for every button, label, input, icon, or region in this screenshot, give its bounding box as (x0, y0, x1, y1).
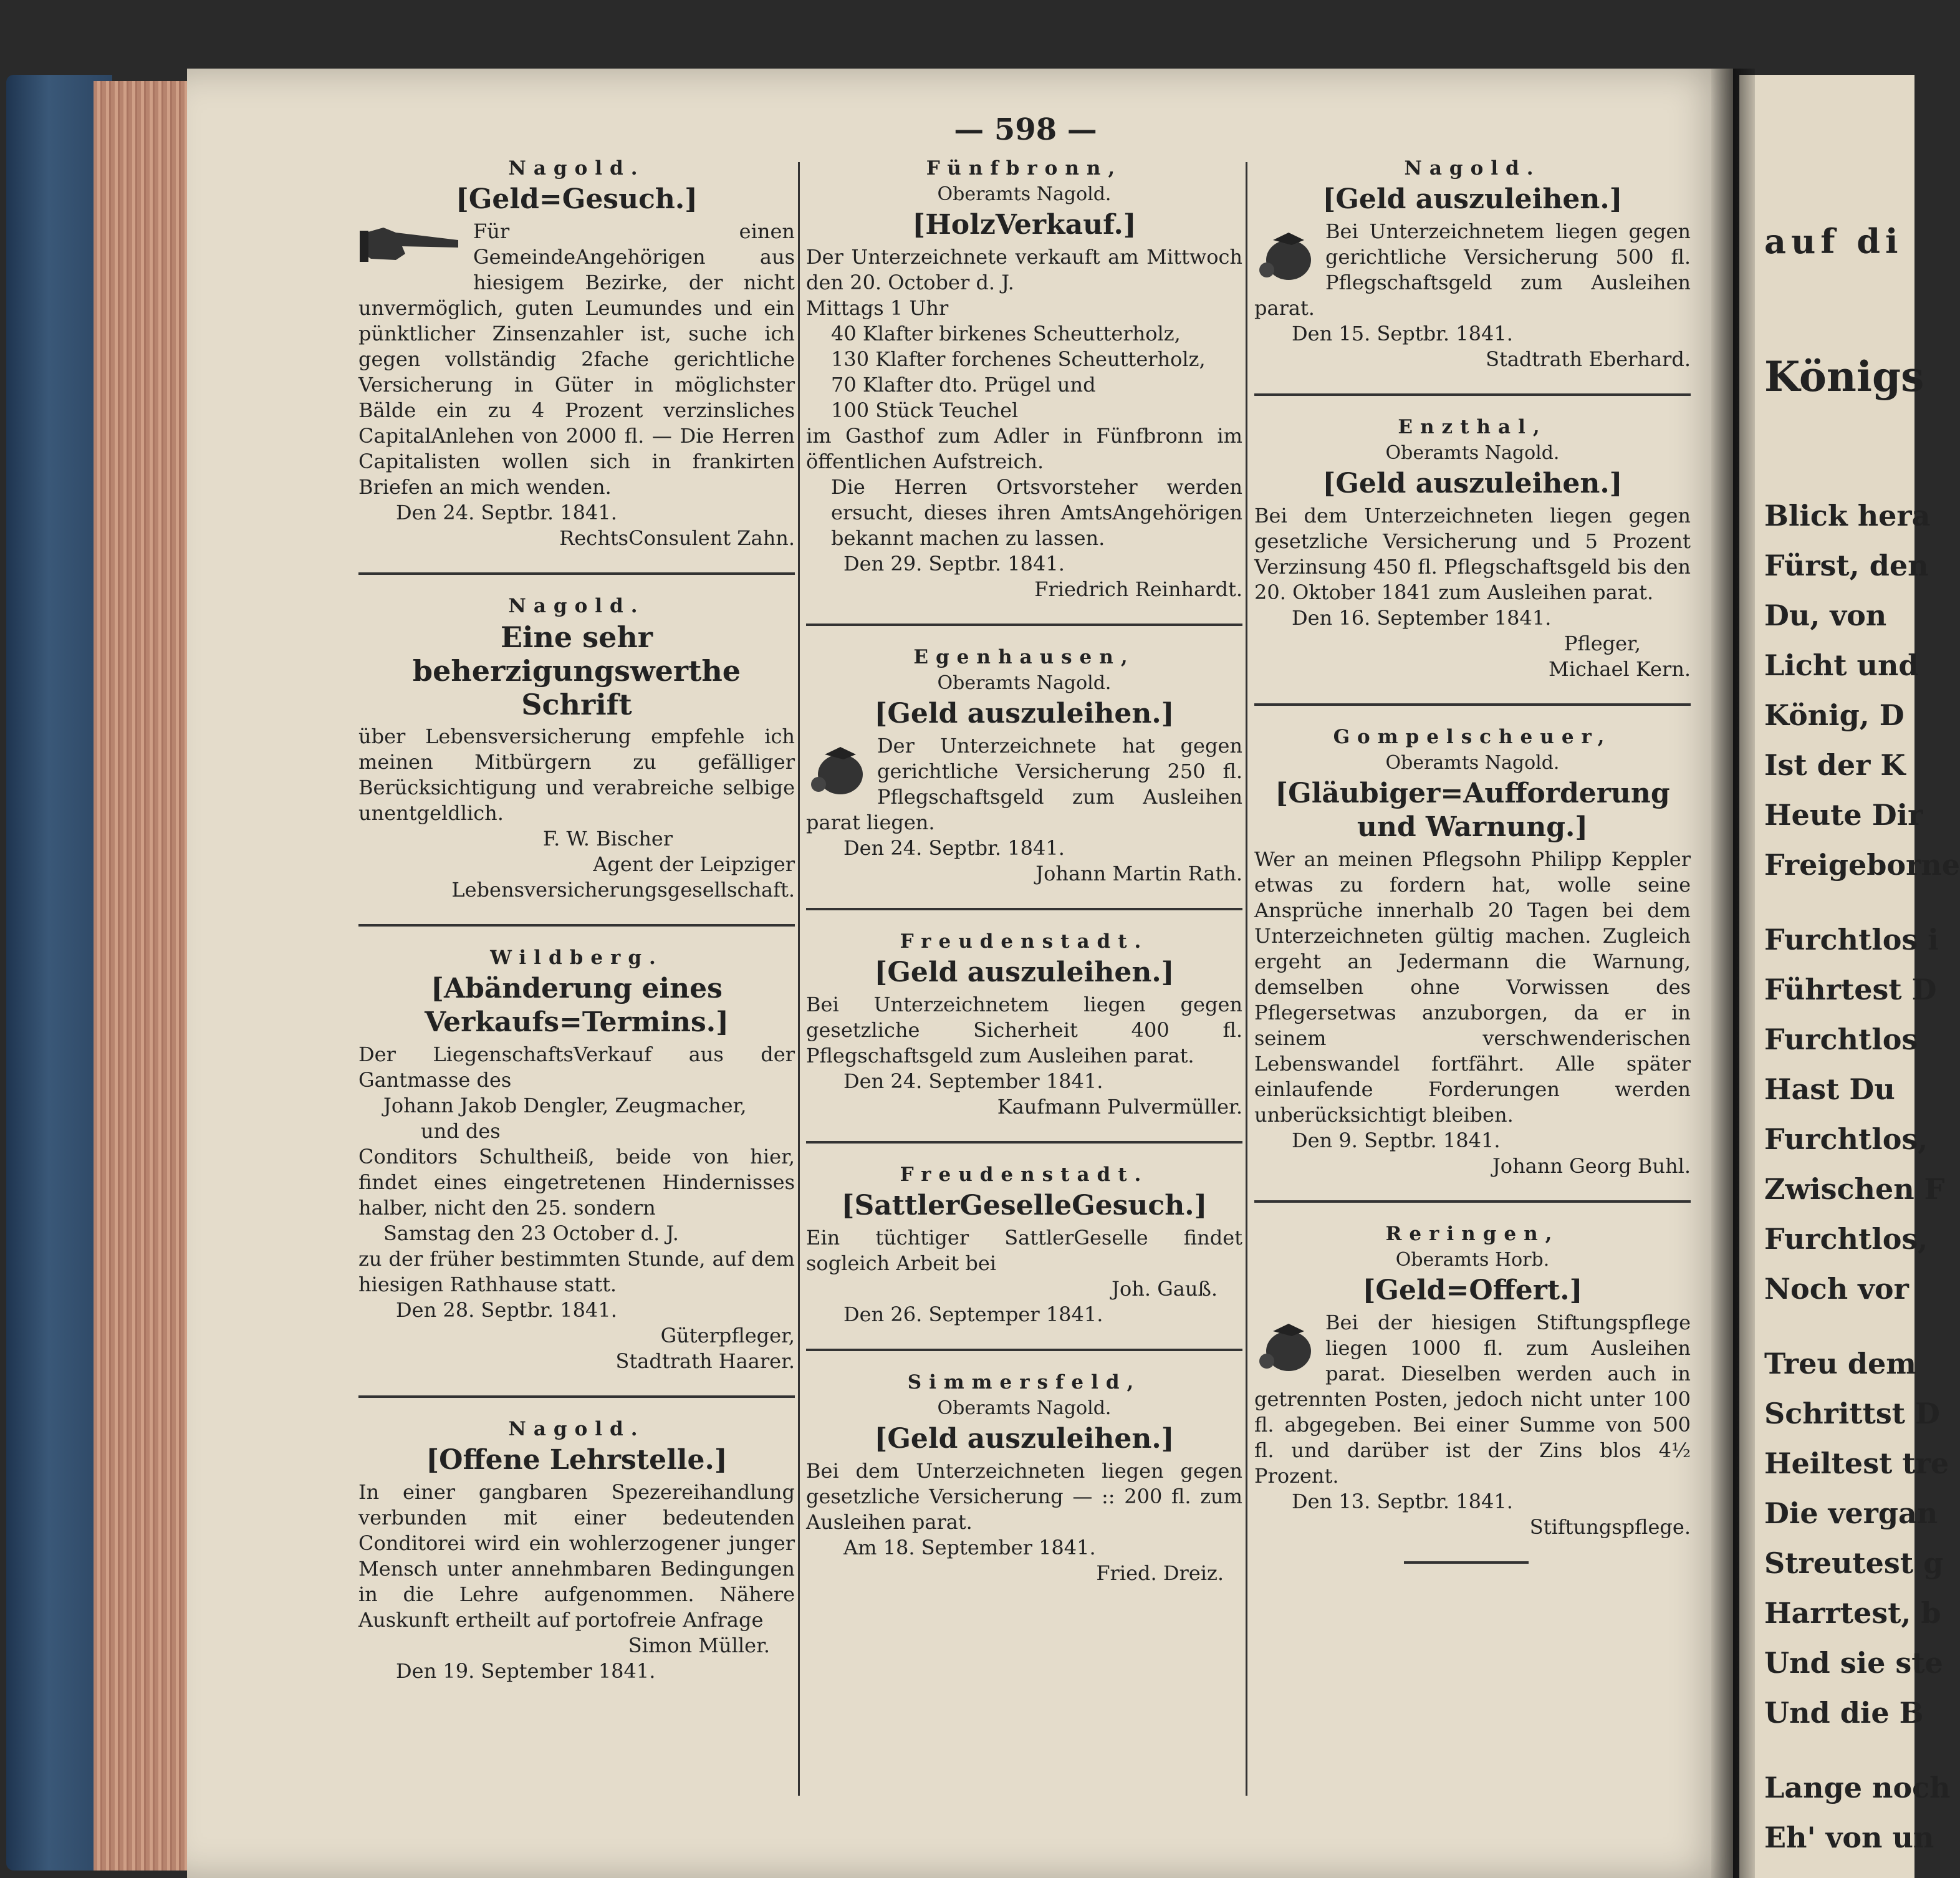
separator (358, 572, 795, 575)
right-page (1739, 75, 1960, 1878)
ad-place: Wildberg. (490, 946, 663, 969)
right-page-line: Zwischen F (1764, 1172, 1945, 1206)
ad-signature-title: Agent der Leipziger Lebensversicherungsgesellschaft. (451, 852, 795, 902)
ad-egenhausen (806, 645, 1242, 887)
separator (1254, 393, 1691, 396)
column-rule (798, 162, 800, 1796)
list-item: 130 Klafter forchenes Scheutterholz, (831, 347, 1206, 371)
ad-headline: [Geld auszuleihen.] (1322, 468, 1623, 499)
ad-signature: F. W. Bischer (542, 827, 673, 850)
ad-body: Bei dem Unterzeichneten liegen gegen gesetzliche Versicherung — :: 200 fl. zum Ausleihen parat. (806, 1459, 1242, 1534)
column-2 (806, 156, 1242, 1607)
ad-signature: Stadtrath Haarer. (615, 1349, 795, 1373)
ad-body: Der LiegenschaftsVerkauf aus der Gantmasse des (358, 1043, 795, 1092)
ad-holzverkauf (806, 156, 1242, 602)
separator (806, 1349, 1242, 1351)
ad-body: Conditors Schultheiß, beide von hier, findet eines eingetretenen Hindernisses halber, nicht den 25. sondern (358, 1145, 795, 1220)
separator (1404, 1561, 1529, 1564)
ad-body: Für einen GemeindeAngehörigen aus hiesigem Bezirke, der nicht unvermöglich, guten Leumundes und ein pünktlicher Zinsenzahler ist, suche ich gegen vollständig 2fache gerichtliche Versicherung in Güter in möglichster Bälde ein zu 4 Prozent verzinsliches CapitalAnlehen von 2000 fl. — Die Herren Capitalisten wollen sich in frankirten Briefen an mich wenden. (358, 219, 795, 499)
ad-district: Oberamts Horb. (1395, 1249, 1550, 1271)
ad-signature: Friedrich Reinhardt. (1034, 577, 1242, 601)
ad-body: Die Herren Ortsvorsteher werden ersucht, dieses ihren AmtsAngehörigen bekannt machen zu lassen. (831, 475, 1242, 550)
ad-signature: Simon Müller. (628, 1634, 770, 1657)
ad-place: Simmersfeld, (907, 1371, 1141, 1394)
ad-body: Der Unterzeichnete hat gegen gerichtliche Versicherung 250 fl. Pflegschaftsgeld zum Ausleihen parat liegen. (806, 734, 1242, 834)
ad-body: Bei dem Unterzeichneten liegen gegen gesetzliche Versicherung und 5 Prozent Verzinsung 450 fl. Pflegschaftsgeld bis den 20. Oktober 1841 zum Ausleihen parat. (1254, 504, 1691, 604)
ad-signature-title: Güterpfleger, (660, 1324, 795, 1347)
ad-headline: Eine sehr beherzigungswerthe Schrift (412, 620, 741, 721)
ad-headline: [HolzVerkauf.] (912, 209, 1136, 241)
separator (358, 924, 795, 927)
right-page-line: König, D (1764, 698, 1905, 732)
ad-headline: [Geld=Gesuch.] (456, 183, 698, 215)
list-item: 70 Klafter dto. Prügel und (831, 373, 1096, 397)
ad-signature: RechtsConsulent Zahn. (559, 526, 795, 550)
ad-signature: Fried. Dreiz. (1096, 1561, 1224, 1585)
column-1 (358, 156, 795, 1705)
ad-lehrstelle (358, 1417, 795, 1684)
right-page-line: Königs (1764, 352, 1924, 401)
right-page-line: Heiltest tre (1764, 1447, 1949, 1480)
ad-signature: Joh. Gauß. (1112, 1277, 1218, 1301)
right-page-line: Und die B (1764, 1696, 1924, 1730)
ad-body: und des (421, 1119, 501, 1143)
ad-place: Nagold. (508, 595, 645, 617)
ad-date: Den 16. September 1841. (1292, 606, 1552, 630)
ad-signature: Stadtrath Eberhard. (1486, 347, 1691, 371)
ad-date: Den 9. Septbr. 1841. (1292, 1129, 1501, 1152)
ad-body: Samstag den 23 October d. J. (383, 1221, 679, 1245)
ad-date: Am 18. September 1841. (843, 1536, 1096, 1559)
right-page-line: Furchtlos, (1764, 1222, 1928, 1256)
ad-lebensversicherung (358, 594, 795, 903)
right-page-line: Freigeborne (1764, 848, 1960, 882)
ad-date: Den 19. September 1841. (396, 1659, 656, 1683)
ad-place: Nagold. (508, 157, 645, 180)
separator (1254, 703, 1691, 706)
money-bag-icon (1254, 221, 1317, 284)
ad-headline: [Geld auszuleihen.] (874, 698, 1175, 730)
right-page-line: Lange noch (1764, 1771, 1951, 1804)
ad-abaenderung (358, 945, 795, 1374)
separator (806, 1141, 1242, 1144)
ad-reringen (1254, 1221, 1691, 1540)
right-page-line: Heute Dir (1764, 798, 1923, 832)
book-gutter (1711, 69, 1755, 1878)
right-page-line: Die vergan (1764, 1496, 1938, 1530)
ad-sattler (806, 1162, 1242, 1327)
right-page-line: Treu dem (1764, 1347, 1916, 1380)
ad-date: Den 24. September 1841. (843, 1069, 1103, 1093)
ad-headline: [Offene Lehrstelle.] (426, 1444, 728, 1476)
ad-date: Den 24. Septbr. 1841. (843, 836, 1065, 860)
ad-headline: [SattlerGeselleGesuch.] (841, 1190, 1208, 1221)
separator (806, 908, 1242, 910)
ad-headline: [Geld auszuleihen.] (874, 956, 1175, 988)
ad-date: Den 24. Septbr. 1841. (396, 501, 617, 524)
ad-body: Wer an meinen Pflegsohn Philipp Keppler etwas zu fordern hat, wolle seine Ansprüche innerhalb 20 Tagen bei dem Unterzeichneten gültig machen. Zugleich ergeht an Jedermann die Warnung, demselben ohne Vorwissen des Pflegersetwas anzuborgen, da er in seinem verschwenderischen Lebenswandel fortfährt. Alle später einlaufende Forderungen werden unberücksichtigt bleiben. (1254, 847, 1691, 1127)
ad-district: Oberamts Nagold. (1385, 752, 1560, 774)
right-page-line: Du, von (1764, 599, 1887, 632)
right-page-line: auf di (1764, 221, 1903, 261)
ad-place: Nagold. (1404, 157, 1541, 180)
ad-date: Den 15. Septbr. 1841. (1292, 322, 1513, 345)
separator (806, 624, 1242, 626)
ad-place: Fünfbronn, (926, 157, 1123, 180)
right-page-line: Streutest g (1764, 1546, 1944, 1580)
ad-date: Den 28. Septbr. 1841. (396, 1298, 617, 1322)
right-page-line: Noch vor (1764, 1272, 1909, 1306)
ad-body: Der Unterzeichnete verkauft am Mittwoch den 20. October d. J. (806, 245, 1242, 294)
right-page-line: Blick hera (1764, 499, 1931, 532)
page-edges (94, 81, 193, 1871)
separator (1254, 1200, 1691, 1203)
right-page-line: Harrtest, b (1764, 1596, 1941, 1630)
ad-signature: Johann Georg Buhl. (1492, 1154, 1691, 1178)
ad-body: Johann Jakob Dengler, Zeugmacher, (383, 1094, 747, 1117)
ad-district: Oberamts Nagold. (937, 672, 1112, 694)
right-page-line: Fürst, den (1764, 549, 1929, 582)
ad-geld-gesuch (358, 156, 795, 551)
ad-signature: Johann Martin Rath. (1035, 862, 1242, 885)
ad-headline: [Gläubiger=Aufforderung und Warnung.] (1275, 778, 1670, 843)
right-page-line: Furchtlos (1764, 1023, 1918, 1056)
ad-signature-title: Pfleger, (1564, 632, 1641, 655)
right-page-line: Furchtlos, (1764, 1122, 1928, 1156)
ad-freudenstadt-geld (806, 929, 1242, 1120)
ad-body: zu der früher bestimmten Stunde, auf dem hiesigen Rathhause statt. (358, 1247, 795, 1296)
money-bag-icon (1254, 1312, 1317, 1375)
money-bag-icon (806, 736, 868, 798)
ad-body: über Lebensversicherung empfehle ich meinen Mitbürgern zu gefälliger Berücksichtigung und verabreiche selbige unentgeldlich. (358, 725, 795, 825)
ad-body: Bei Unterzeichnetem liegen gegen gesetzliche Sicherheit 400 fl. Pflegschaftsgeld zum Ausleihen parat. (806, 993, 1242, 1067)
list-item: 100 Stück Teuchel (831, 398, 1019, 422)
ad-date: Den 26. Septemper 1841. (843, 1303, 1103, 1326)
ad-headline: [Geld auszuleihen.] (874, 1423, 1175, 1455)
right-page-line: Ist der K (1764, 748, 1906, 782)
right-page-line: Hast Du (1764, 1072, 1895, 1106)
ad-gompelscheuer (1254, 725, 1691, 1179)
right-page-line: Schrittst D (1764, 1397, 1940, 1430)
page-number: — 598 — (954, 112, 1097, 147)
ad-body: Bei Unterzeichnetem liegen gegen gerichtliche Versicherung 500 fl. Pflegschaftsgeld zum Ausleihen parat. (1254, 219, 1691, 320)
ad-body: Ein tüchtiger SattlerGeselle findet sogleich Arbeit bei (806, 1226, 1242, 1275)
ad-place: Gompelscheuer, (1333, 726, 1612, 748)
ad-body: Mittags 1 Uhr (806, 296, 949, 320)
ad-place: Freudenstadt. (900, 930, 1149, 953)
ad-simmersfeld (806, 1370, 1242, 1586)
pointing-hand-icon (358, 221, 464, 271)
column-3 (1254, 156, 1691, 1582)
ad-signature: Michael Kern. (1548, 657, 1691, 681)
ad-place: Reringen, (1385, 1223, 1560, 1245)
ad-enzthal (1254, 415, 1691, 682)
ad-district: Oberamts Nagold. (937, 183, 1112, 205)
ad-signature: Kaufmann Pulvermüller. (997, 1095, 1242, 1119)
ad-signature: Stiftungspflege. (1529, 1515, 1691, 1539)
ad-date: Den 29. Septbr. 1841. (843, 552, 1065, 575)
list-item: 40 Klafter birkenes Scheutterholz, (831, 322, 1181, 345)
ad-place: Enzthal, (1398, 416, 1547, 438)
right-page-line: Und sie ste (1764, 1646, 1943, 1680)
ad-nagold-geld (1254, 156, 1691, 372)
ad-place: Egenhausen, (913, 646, 1135, 668)
right-page-line: Eh' von un (1764, 1821, 1934, 1854)
ad-headline: [Geld auszuleihen.] (1322, 183, 1623, 215)
ad-body: In einer gangbaren Spezereihandlung verbunden mit einer bedeutenden Conditorei wird ein wohlerzogener junger Mensch unter annehmbaren Bedingungen in die Lehre aufgenommen. Nähere Auskunft ertheilt auf portofreie Anfrage (358, 1480, 795, 1632)
ad-headline: [Geld=Offert.] (1362, 1274, 1583, 1306)
ad-place: Freudenstadt. (900, 1163, 1149, 1186)
ad-district: Oberamts Nagold. (937, 1397, 1112, 1419)
ad-date: Den 13. Septbr. 1841. (1292, 1490, 1513, 1513)
right-page-line: Licht und (1764, 648, 1919, 682)
column-rule (1246, 162, 1247, 1796)
ad-body: Bei der hiesigen Stiftungspflege liegen 1000 fl. zum Ausleihen parat. Dieselben werden auch in getrennten Posten, jedoch nicht unter 100 fl. abgegeben. Bei einer Summe von 500 fl. und darüber ist der Zins blos 4½ Prozent. (1254, 1311, 1691, 1488)
ad-body: im Gasthof zum Adler in Fünfbronn im öffentlichen Aufstreich. (806, 424, 1242, 473)
ad-headline: [Abänderung eines Verkaufs=Termins.] (425, 973, 729, 1038)
ad-district: Oberamts Nagold. (1385, 442, 1560, 464)
ad-place: Nagold. (508, 1418, 645, 1440)
right-page-line: Furchtlos i (1764, 923, 1939, 956)
separator (358, 1395, 795, 1398)
right-page-line: Führtest D (1764, 973, 1937, 1006)
